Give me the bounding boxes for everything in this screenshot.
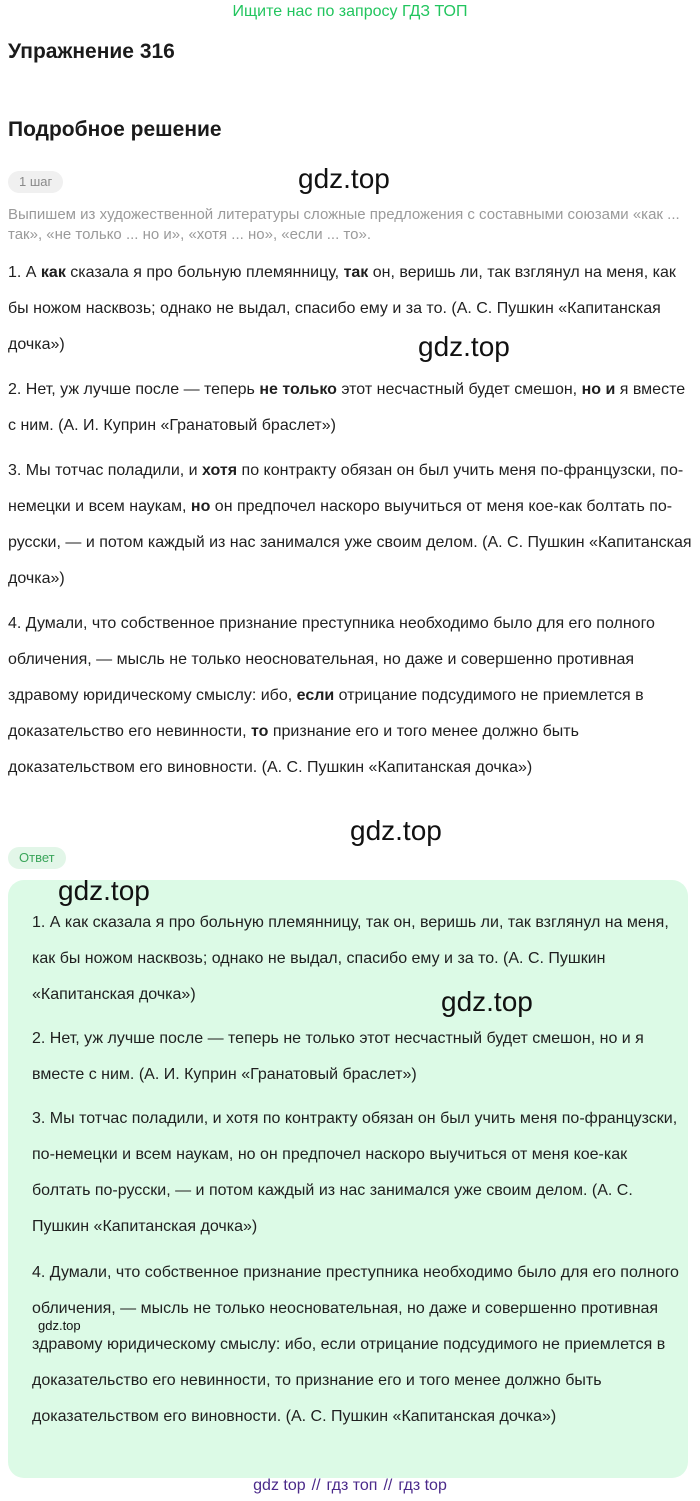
text-segment: 2. Нет, уж лучше после — теперь [8, 381, 260, 398]
text-segment: признание его и того менее должно быть доказательством его виновности. (А. С. Пушкин «Капитанская дочка») [8, 723, 579, 776]
answer-paragraph-3: 3. Мы тотчас поладили, и хотя по контракту обязан он был учить меня по-французски, по-немецки и всем наукам, но он предпочел наскоро выучиться от меня кое-как болтать по-русски, — и потом каждый из нас занимался уже своим делом. (А. С. Пушкин «Капитанская дочка») [32, 1110, 678, 1235]
solution-paragraph-4 [8, 606, 692, 786]
footer-separator: // [311, 1477, 321, 1494]
highlight-conjunction: не только [259, 381, 337, 398]
text-segment: сказала я про больную племянницу, [65, 264, 344, 281]
highlight-conjunction: но [190, 498, 211, 515]
highlight-conjunction: то [251, 723, 269, 740]
highlight-conjunction: как [40, 264, 66, 281]
exercise-title: Упражнение 316 [8, 40, 175, 63]
answer-paragraph-4: 4. Думали, что собственное признание преступника необходимо было для его полного обличения, — мысль не только неосновательная, но даже и совершенно противная здравому юридическому смыслу: ибо, если отрицание подсудимого не приемлется в доказательство его невинности, то признание его и того менее должно быть доказательством его виновности. (А. С. Пушкин «Капитанская дочка») [32, 1264, 679, 1425]
watermark: gdz.top [38, 1318, 81, 1333]
highlight-conjunction: если [296, 687, 335, 704]
text-segment: 4. Думали, что собственное признание преступника необходимо было для его полного обличения, — мысль не только неосновательная, но даже и совершенно противная здравому юридическому смыслу: ибо, [8, 615, 655, 704]
solution-paragraph-3 [8, 453, 692, 597]
highlight-conjunction: хотя [202, 462, 238, 479]
watermark: gdz.top [298, 163, 390, 194]
solution-paragraph-1 [8, 255, 692, 363]
watermark: gdz.top [441, 986, 533, 1017]
top-banner[interactable]: Ищите нас по запросу ГДЗ ТОП [232, 3, 468, 20]
footer-link-gdz-top-ru[interactable]: гдз топ [326, 1477, 378, 1494]
intro-text: Выпишем из художественной литературы сложные предложения с составными союзами «как ... так», «не только ... но и», «хотя ... но», «если ... то». [8, 206, 680, 243]
footer-separator: // [383, 1477, 393, 1494]
footer-links [0, 1476, 700, 1496]
watermark: gdz.top [418, 331, 510, 362]
text-segment: 1. А [8, 264, 41, 281]
highlight-conjunction: так [343, 264, 369, 281]
text-segment: по контракту обязан он был учить меня по-французски, по-немецки и всем наукам, [8, 462, 684, 515]
text-segment: этот несчастный будет смешон, [336, 381, 582, 398]
text-segment: я вместе с ним. (А. И. Куприн «Гранатовый браслет») [8, 381, 686, 434]
watermark: gdz.top [58, 875, 150, 906]
footer-link-gdz-top[interactable]: gdz top [253, 1477, 306, 1494]
answer-paragraph-2: 2. Нет, уж лучше после — теперь не только этот несчастный будет смешон, но и я вместе с ним. (А. И. Куприн «Гранатовый браслет») [32, 1030, 644, 1083]
text-segment: отрицание подсудимого не приемлется в доказательство его невинности, [8, 687, 644, 740]
watermark: gdz.top [350, 815, 442, 846]
highlight-conjunction: но и [581, 381, 616, 398]
solution-paragraph-2 [8, 372, 692, 444]
text-segment: 3. Мы тотчас поладили, и [8, 462, 203, 479]
answer-badge: Ответ [8, 847, 66, 869]
text-segment: он, веришь ли, так взглянул на меня, как бы ножом насквозь; однако не выдал, спасибо ему и за то. (А. С. Пушкин «Капитанская дочка») [8, 264, 676, 353]
step-badge: 1 шаг [8, 171, 63, 193]
solution-title: Подробное решение [8, 118, 222, 141]
answer-paragraph-1: 1. А как сказала я про больную племянницу, так он, веришь ли, так взглянул на меня, как бы ножом насквозь; однако не выдал, спасибо ему и за то. (А. С. Пушкин «Капитанская дочка») [32, 914, 669, 1003]
footer-link-gdz-top-mixed[interactable]: гдз top [398, 1477, 447, 1494]
text-segment: он предпочел наскоро выучиться от меня кое-как болтать по-русски, — и потом каждый из нас занимался уже своим делом. (А. С. Пушкин «Капитанская дочка») [8, 498, 692, 587]
